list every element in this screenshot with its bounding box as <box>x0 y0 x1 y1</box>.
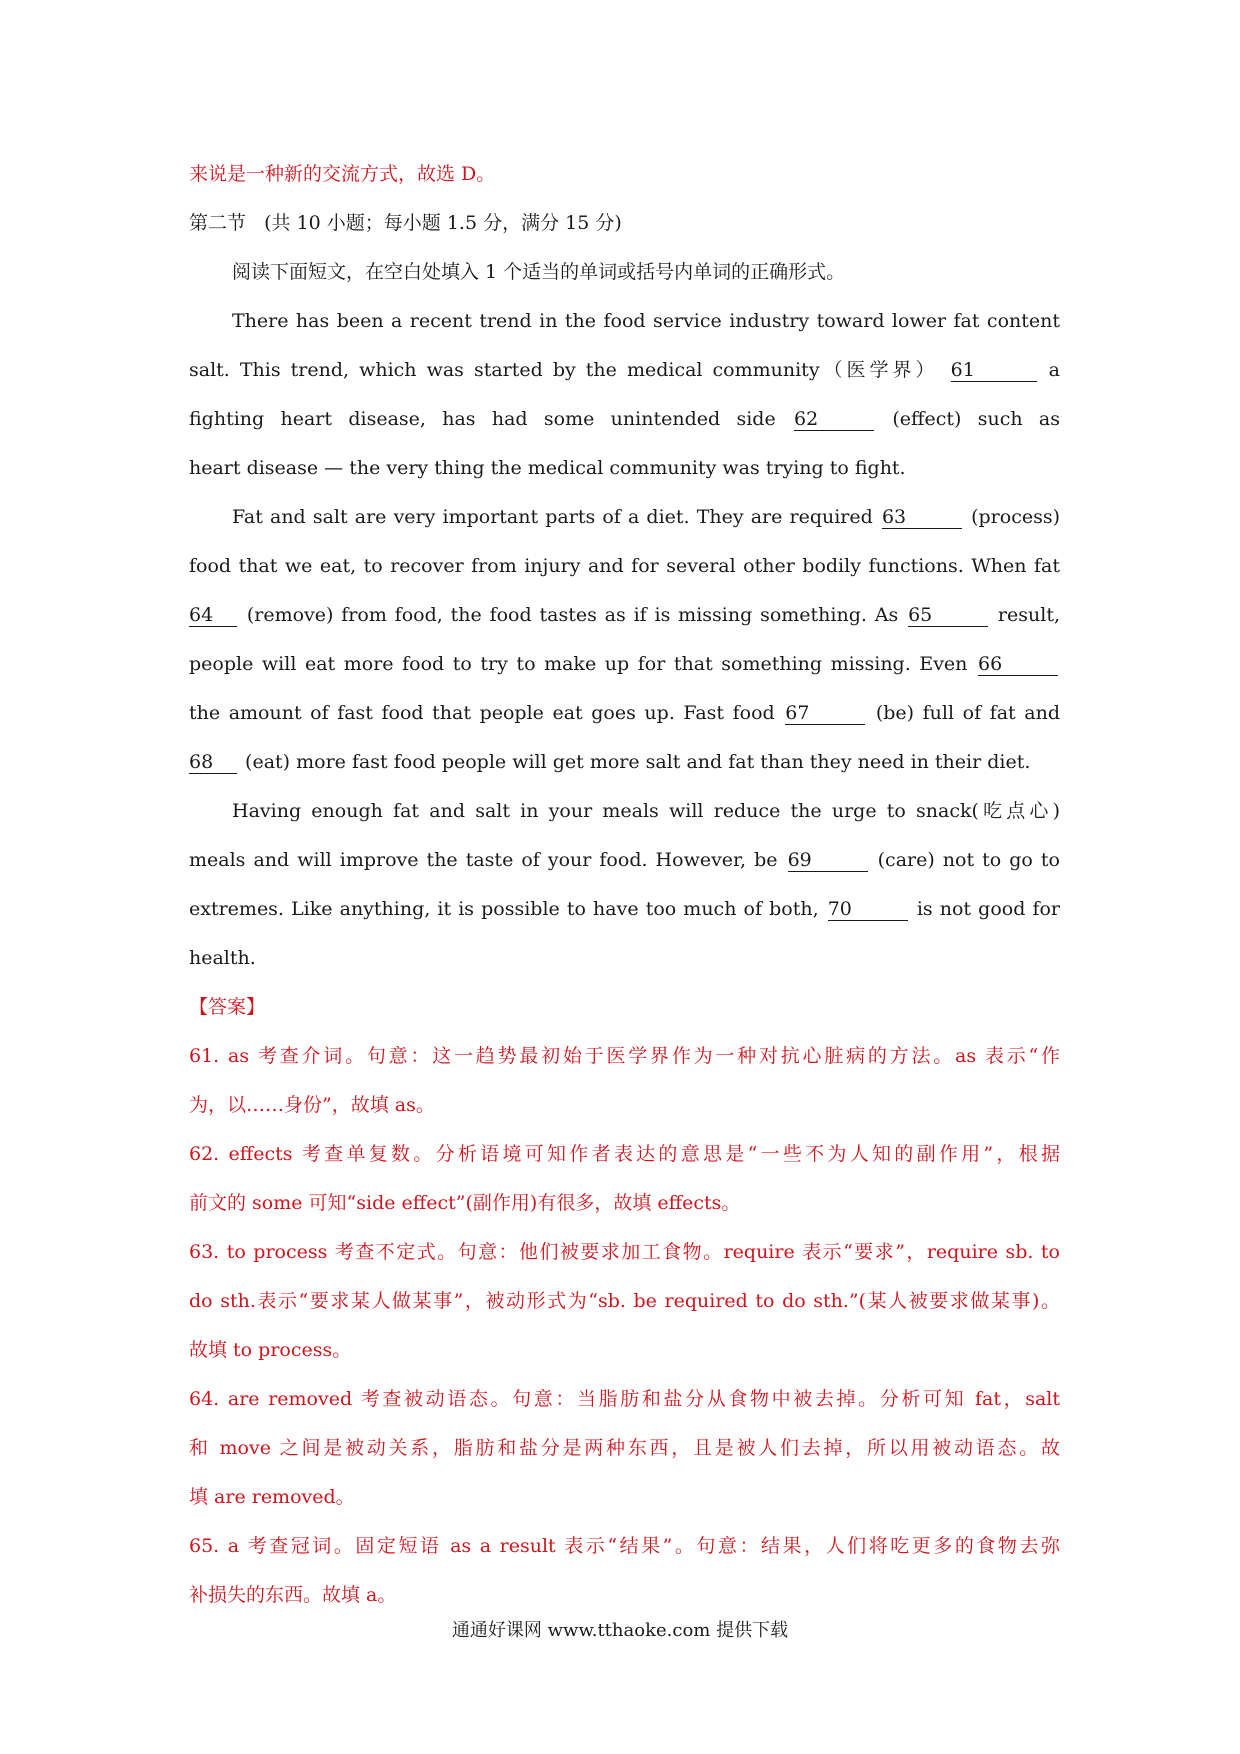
passage-text: (remove) from food, the food tastes as if is missing something. As <box>246 604 899 626</box>
page-footer: 通通好课网 www.tthaoke.com 提供下载 <box>451 1620 789 1641</box>
section-info: (共 10 小题；每小题 1.5 分，满分 15 分) <box>264 212 622 234</box>
blank-61: 61 <box>951 359 1037 382</box>
passage-text: (care) not to go to <box>877 849 1060 871</box>
answer-line: 前文的 some 可知“side effect”(副作用)有很多，故填 effects。 <box>189 1192 741 1214</box>
blank-66: 66 <box>978 653 1058 676</box>
blank-63: 63 <box>882 506 962 529</box>
section-heading <box>189 199 1060 248</box>
answer-line: 62. effects 考查单复数。分析语境可知作者表达的意思是“一些不为人知的副作用”，根据 <box>189 1143 1060 1165</box>
answer-line: 故填 to process。 <box>189 1339 352 1361</box>
answer-line: 64. are removed 考查被动语态。句意：当脂肪和盐分从食物中被去掉。分析可知 fat，salt <box>189 1388 1060 1410</box>
passage-text: (eat) more fast food people will get more salt and fat than they need in their diet. <box>245 751 1031 773</box>
blank-68: 68 <box>189 751 237 774</box>
passage-line: Having enough fat and salt in your meals will reduce the urge to snack(吃点心) <box>232 800 1060 822</box>
passage-text: (process) <box>971 506 1060 528</box>
passage-line: health. <box>189 947 256 969</box>
blank-70: 70 <box>828 898 908 921</box>
blank-65: 65 <box>908 604 988 627</box>
passage-line <box>189 591 1060 640</box>
answer-line: 61. as 考查介词。句意：这一趋势最初始于医学界作为一种对抗心脏病的方法。as 表示“作 <box>189 1045 1060 1067</box>
passage-text: (effect) such as <box>892 408 1060 430</box>
passage-text: result, <box>997 604 1060 626</box>
passage-line <box>189 836 1060 885</box>
blank-69: 69 <box>788 849 868 872</box>
passage-text: fighting heart disease, has had some unintended side <box>189 408 776 430</box>
passage-line <box>189 640 1060 689</box>
passage-line <box>189 738 1060 787</box>
passage-text: meals and will improve the taste of your food. However, be <box>189 849 778 871</box>
answer-header: 【答案】 <box>189 996 266 1018</box>
passage-line: food that we eat, to recover from injury and for several other bodily functions. When fat <box>189 555 1060 577</box>
passage-line <box>189 395 1060 444</box>
passage-text: extremes. Like anything, it is possible to have too much of both, <box>189 898 819 920</box>
answer-line: do sth.表示“要求某人做某事”，被动形式为“sb. be required to do sth.”(某人被要求做某事)。 <box>189 1290 1060 1312</box>
passage-text: a <box>1048 359 1060 381</box>
passage-line: heart disease — the very thing the medical community was trying to fight. <box>189 457 906 479</box>
passage-text: (be) full of fat and <box>875 702 1060 724</box>
passage-line <box>189 885 1060 934</box>
passage-line <box>189 346 1060 395</box>
carryover-line: 来说是一种新的交流方式，故选 D。 <box>189 163 496 185</box>
answer-line: 为，以……身份”，故填 as。 <box>189 1094 435 1116</box>
answer-line: 补损失的东西。故填 a。 <box>189 1584 397 1606</box>
passage-text: people will eat more food to try to make up for that something missing. Even <box>189 653 968 675</box>
blank-64: 64 <box>189 604 237 627</box>
answer-line: 63. to process 考查不定式。句意：他们被要求加工食物。require 表示“要求”，require sb. to <box>189 1241 1060 1263</box>
passage-line <box>189 689 1060 738</box>
blank-67: 67 <box>785 702 865 725</box>
content-column <box>189 150 1060 1620</box>
section-instruction: 阅读下面短文，在空白处填入 1 个适当的单词或括号内单词的正确形式。 <box>232 261 846 283</box>
blank-62: 62 <box>794 408 874 431</box>
passage-line <box>189 493 1060 542</box>
passage-text: salt. This trend, which was started by the medical community（医学界） <box>189 359 939 381</box>
passage-text: is not good for <box>916 898 1060 920</box>
passage-line: There has been a recent trend in the food service industry toward lower fat content <box>232 310 1060 332</box>
answer-line: 65. a 考查冠词。固定短语 as a result 表示“结果”。句意：结果，人们将吃更多的食物去弥 <box>189 1535 1060 1557</box>
answer-line: 和 move 之间是被动关系，脂肪和盐分是两种东西，且是被人们去掉，所以用被动语态。故 <box>189 1437 1060 1459</box>
passage-text: the amount of fast food that people eat goes up. Fast food <box>189 702 775 724</box>
answer-line: 填 are removed。 <box>189 1486 355 1508</box>
passage-text: Fat and salt are very important parts of a diet. They are required <box>232 506 873 528</box>
section-title: 第二节 <box>189 212 247 234</box>
